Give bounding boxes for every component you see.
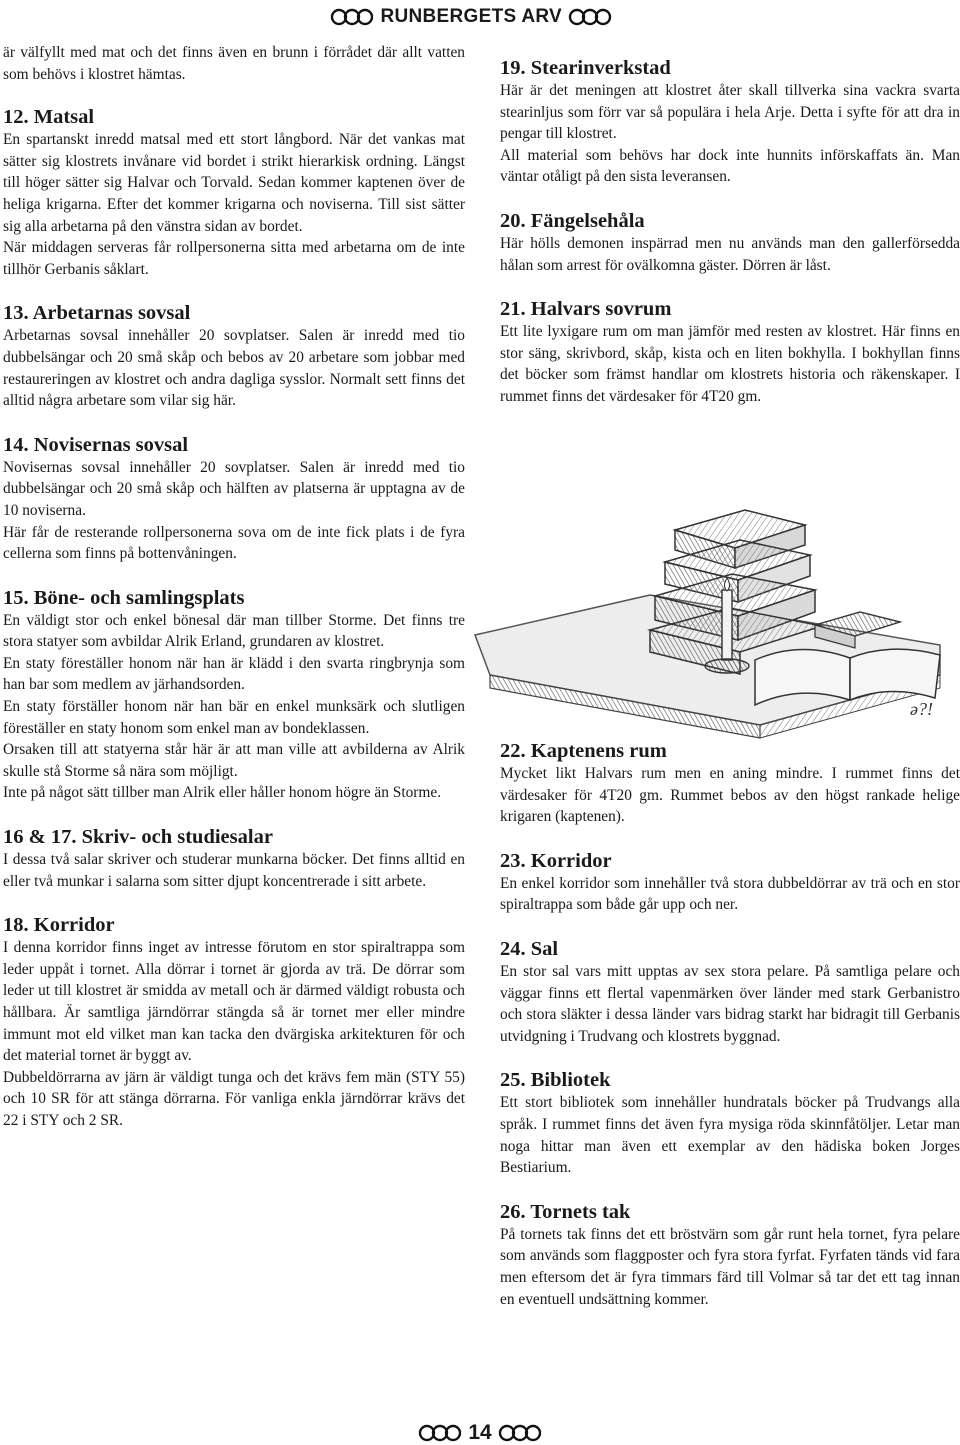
sketch-drawing xyxy=(470,470,960,740)
section xyxy=(500,209,960,276)
artist-signature: ə?! xyxy=(910,699,933,719)
paragraph: En staty förställer honom när han bär en enkel munksärk och slutligen föreställer en staty honom som enkel man av bondeklassen. xyxy=(3,698,465,737)
section xyxy=(3,105,465,280)
section-heading: 24. Sal xyxy=(500,937,559,960)
section-heading: 14. Novisernas sovsal xyxy=(3,433,189,456)
section-heading: 25. Bibliotek xyxy=(500,1069,611,1092)
paragraph: Mycket likt Halvars rum men en aning mindre. I rummet finns det värdesaker för 4T20 gm. Rummet bebos av den högst rankade helige krigaren (kaptenen). xyxy=(500,765,960,826)
section xyxy=(500,56,960,188)
section xyxy=(3,586,465,804)
paragraph: En väldigt stor och enkel bönesal där man tillber Storme. Det finns tre stora statyer som avbildar Alrik Erland, grundaren av klostret. xyxy=(3,611,465,651)
section xyxy=(500,1068,960,1178)
section-heading: 13. Arbetarnas sovsal xyxy=(3,302,191,325)
page-footer xyxy=(0,1421,960,1445)
section-heading: 19. Stearinverkstad xyxy=(500,57,671,79)
paragraph: En spartanskt inredd matsal med ett stort långbord. När det vankas mat sätter sig klostrets invånare vid bordet i strikt hierarkisk ordning. Längst till höger sätter sig Halvar och Torvald. Sedan kommer kaptenen över de heliga krigarna. Efter det kommer krigarna och noviserna. Till sist sätter sig alla arbetarna på den vänstra sidan av bordet. xyxy=(3,131,465,235)
section-heading: 21. Halvars sovrum xyxy=(500,298,672,321)
section xyxy=(500,297,960,407)
section xyxy=(500,739,960,828)
section xyxy=(3,913,465,1131)
paragraph: När middagen serveras får rollpersonerna sitta med arbetarna om de inte tillhör Gerbanis såklart. xyxy=(3,239,465,278)
section xyxy=(500,1200,960,1310)
right-column-bottom xyxy=(500,739,960,1331)
section xyxy=(3,301,465,411)
header-title: RUNBERGETS ARV xyxy=(380,6,562,27)
right-bottom-sections xyxy=(500,739,960,1310)
paragraph: All material som behövs har dock inte hunnits införskaffats än. Man väntar otåligt på den sista leveransen. xyxy=(500,146,960,186)
paragraph: En staty föreställer honom när han är klädd i den svarta ringbrynja som han bar som medlem av järhandsorden. xyxy=(3,654,465,694)
paragraph: Här hölls demonen inspärrad men nu används man den gallerförsedda hålan som arrest för ovälkomna gäster. Dörren är låst. xyxy=(500,234,960,274)
paragraph: Arbetarnas sovsal innehåller 20 sovplatser. Salen är inredd med tio dubbelsängar och 20 små skåp och bebos av 20 arbetare som jobbar med restaureringen av klostret och andra dagliga sysslor. Normalt sett finns det alltid några arbetare som vilar sig här. xyxy=(3,327,465,410)
illustration-books-candle xyxy=(470,470,960,740)
section xyxy=(500,849,960,916)
ornament-right-icon xyxy=(498,1424,542,1442)
intro-paragraph xyxy=(3,42,465,85)
paragraph: Inte på något sätt tillber man Alrik eller håller honom högre än Storme. xyxy=(3,784,442,802)
section-heading: 16 & 17. Skriv- och studiesalar xyxy=(3,826,273,849)
section-heading: 15. Böne- och samlingsplats xyxy=(3,586,245,609)
paragraph: Här är det meningen att klostret åter skall tillverka sina vackra svarta stearinljus som förr var så populära i hela Arje. Detta i syfte för att dra in pengar till klostret. xyxy=(500,82,960,143)
ornament-left-icon xyxy=(330,8,374,26)
paragraph: är välfyllt med mat och det finns även en brunn i förrådet där allt vatten som behövs i klostret hämtas. xyxy=(3,44,465,83)
section-heading: 23. Korridor xyxy=(500,849,612,872)
paragraph: Ett stort bibliotek som innehåller hundratals böcker på Trudvangs alla språk. I rummet finns det även fyra mysiga röda skinnfåtöljer. Letar man noga hittar man även ett exemplar av den hädiska boken Jorges Bestiarium. xyxy=(500,1094,960,1177)
section xyxy=(3,825,465,892)
section-heading: 26. Tornets tak xyxy=(500,1200,631,1223)
paragraph: Dubbeldörrarna av järn är väldigt tunga och det krävs fem män (STY 55) och 10 SR för att stänga dörrarna. För vanliga enkla järndörrar krävs det 22 i STY och 2 SR. xyxy=(3,1068,465,1129)
paragraph: Ett lite lyxigare rum om man jämför med resten av klostret. Här finns en stor säng, skrivbord, skåp, kista och en liten bokhylla. I bokhyllan finns det böcker som främst handlar om klostrets historia och räkenskaper. I rummet finns det värdesaker för 4T20 gm. xyxy=(500,323,960,405)
left-column xyxy=(3,42,465,1153)
paragraph: I denna korridor finns inget av intresse förutom en stor spiraltrappa som leder uppåt i tornet. Alla dörrar i tornet är gjorda av trä. De dörrar som leder ut till klostret är smidda av metall och är därmed väldigt robusta och hållbara. Är samtliga järndörrar stängda så är tornet mer eller mindre immunt mot eld vilket man kan tacka den dvärgiska arkitekturen för och det material tornet är byggt av. xyxy=(3,939,465,1065)
paragraph: I dessa två salar skriver och studerar munkarna böcker. Det finns alltid en eller två munkar i salarna som sitter djupt koncentrerade i sitt arbete. xyxy=(3,851,465,890)
paragraph: En enkel korridor som innehåller två stora dubbeldörrar av trä och en stor spiraltrappa som både går upp och ner. xyxy=(500,874,960,914)
right-top-sections xyxy=(500,56,960,408)
paragraph: Novisernas sovsal innehåller 20 sovplatser. Salen är inredd med tio dubbelsängar och 20 små skåp och hälften av platserna är upptagna av de 10 noviserna. xyxy=(3,458,465,519)
ornament-left-icon xyxy=(418,1424,462,1442)
ornament-right-icon xyxy=(568,8,612,26)
section-heading: 22. Kaptenens rum xyxy=(500,740,667,762)
page-number: 14 xyxy=(468,1421,492,1444)
paragraph: Här får de resterande rollpersonerna sova om de inte fick plats i de fyra cellerna som finns på bottenvåningen. xyxy=(3,523,465,563)
paragraph: Orsaken till att statyerna står här är att man ville att avbilderna av Alrik skulle stå Storme så nära som möjligt. xyxy=(3,741,465,780)
left-sections xyxy=(3,105,465,1131)
section-heading: 18. Korridor xyxy=(3,914,115,937)
section xyxy=(500,937,960,1047)
paragraph: På tornets tak finns det ett bröstvärn som går runt hela tornet, fyra pelare som används som flaggposter och fyra stora fyrfat. Fyrfaten tänds vid fara men eftersom det är fyra timmars färd till Volmar så tar det ett tag innan en eventuell undsättning kommer. xyxy=(500,1225,960,1308)
section xyxy=(3,433,465,565)
section-heading: 20. Fängelsehåla xyxy=(500,209,645,232)
paragraph: En stor sal vars mitt upptas av sex stora pelare. På samtliga pelare och väggar finns ett flertal vapenmärken över länder med stark Gerbanistro och stora släkter i dessa länder vars bidrag starkt har bidragit till Gerbanis utvidgning i Trudvang och klostrets byggnad. xyxy=(500,962,960,1045)
section-heading: 12. Matsal xyxy=(3,106,95,129)
right-column-top xyxy=(500,56,960,429)
running-header xyxy=(330,6,612,28)
